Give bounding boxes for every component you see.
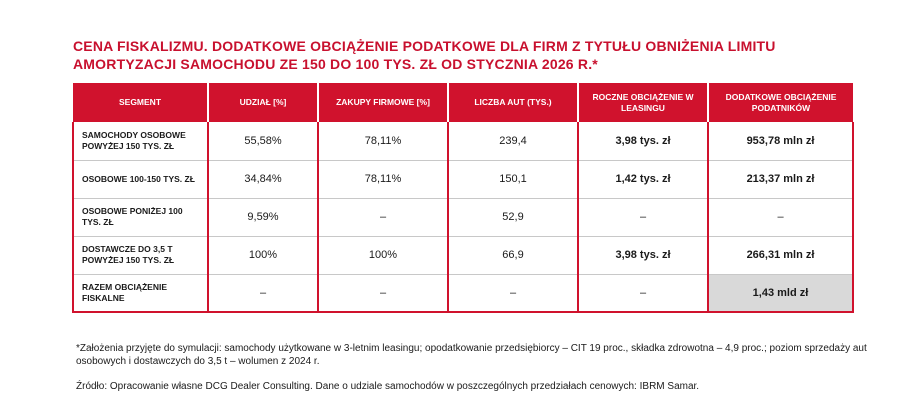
- additional-burden-cell: 953,78 mln zł: [708, 122, 853, 160]
- car-count-cell: 52,9: [448, 198, 578, 236]
- share-cell: 100%: [208, 236, 318, 274]
- segment-cell: SAMOCHODY OSOBOWE POWYŻEJ 150 TYS. ZŁ: [73, 122, 208, 160]
- total-burden-cell: 1,43 mld zł: [708, 274, 853, 312]
- header-car-count: LICZBA AUT (TYS.): [448, 83, 578, 122]
- table-header-row: [73, 83, 853, 122]
- source-note: Źródło: Opracowanie własne DCG Dealer Consulting. Dane o udziale samochodów w poszczególnych przedziałach cenowych: IBRM Samar.: [76, 381, 700, 392]
- annual-burden-cell: 3,98 tys. zł: [578, 236, 708, 274]
- segment-cell: OSOBOWE 100-150 TYS. ZŁ: [73, 160, 208, 198]
- additional-burden-cell: 266,31 mln zł: [708, 236, 853, 274]
- table-row: [73, 236, 853, 274]
- car-count-cell: 239,4: [448, 122, 578, 160]
- segment-cell: OSOBOWE PONIŻEJ 100 TYS. ZŁ: [73, 198, 208, 236]
- table-row: [73, 198, 853, 236]
- header-company-purchases: ZAKUPY FIRMOWE [%]: [318, 83, 448, 122]
- table-row: [73, 160, 853, 198]
- company-purchases-cell: –: [318, 274, 448, 312]
- share-cell: –: [208, 274, 318, 312]
- annual-burden-cell: 1,42 tys. zł: [578, 160, 708, 198]
- data-table-container: [72, 83, 852, 313]
- car-count-cell: –: [448, 274, 578, 312]
- share-cell: 34,84%: [208, 160, 318, 198]
- annual-burden-cell: –: [578, 274, 708, 312]
- company-purchases-cell: 78,11%: [318, 122, 448, 160]
- company-purchases-cell: –: [318, 198, 448, 236]
- header-additional-taxpayer-burden: DODATKOWE OBCIĄŻENIE PODATNIKÓW: [708, 83, 853, 122]
- additional-burden-cell: –: [708, 198, 853, 236]
- company-purchases-cell: 78,11%: [318, 160, 448, 198]
- header-annual-leasing-burden: ROCZNE OBCIĄŻENIE W LEASINGU: [578, 83, 708, 122]
- car-count-cell: 150,1: [448, 160, 578, 198]
- header-share: UDZIAŁ [%]: [208, 83, 318, 122]
- share-cell: 9,59%: [208, 198, 318, 236]
- annual-burden-cell: –: [578, 198, 708, 236]
- segment-cell: DOSTAWCZE DO 3,5 T POWYŻEJ 150 TYS. ZŁ: [73, 236, 208, 274]
- car-count-cell: 66,9: [448, 236, 578, 274]
- table-row: [73, 122, 853, 160]
- footnote: *Założenia przyjęte do symulacji: samochody użytkowane w 3-letnim leasingu; opodatkowanie przedsiębiorcy – CIT 19 proc., składka zdrowotna – 4,9 proc.; poziom sprzedaży aut osobowych i dostawczych do 3,5 t – wolumen z 2024 r.: [76, 343, 867, 367]
- table-total-row: [73, 274, 853, 312]
- segment-cell: RAZEM OBCIĄŻENIE FISKALNE: [73, 274, 208, 312]
- page-title: CENA FISKALIZMU. DODATKOWE OBCIĄŻENIE PODATKOWE DLA FIRM Z TYTUŁU OBNIŻENIA LIMITU AMORTYZACJI SAMOCHODU ZE 150 DO 100 TYS. ZŁ OD STYCZNIA 2026 R.*: [73, 38, 776, 72]
- annual-burden-cell: 3,98 tys. zł: [578, 122, 708, 160]
- additional-burden-cell: 213,37 mln zł: [708, 160, 853, 198]
- data-table: [72, 83, 854, 313]
- company-purchases-cell: 100%: [318, 236, 448, 274]
- share-cell: 55,58%: [208, 122, 318, 160]
- header-segment: SEGMENT: [73, 83, 208, 122]
